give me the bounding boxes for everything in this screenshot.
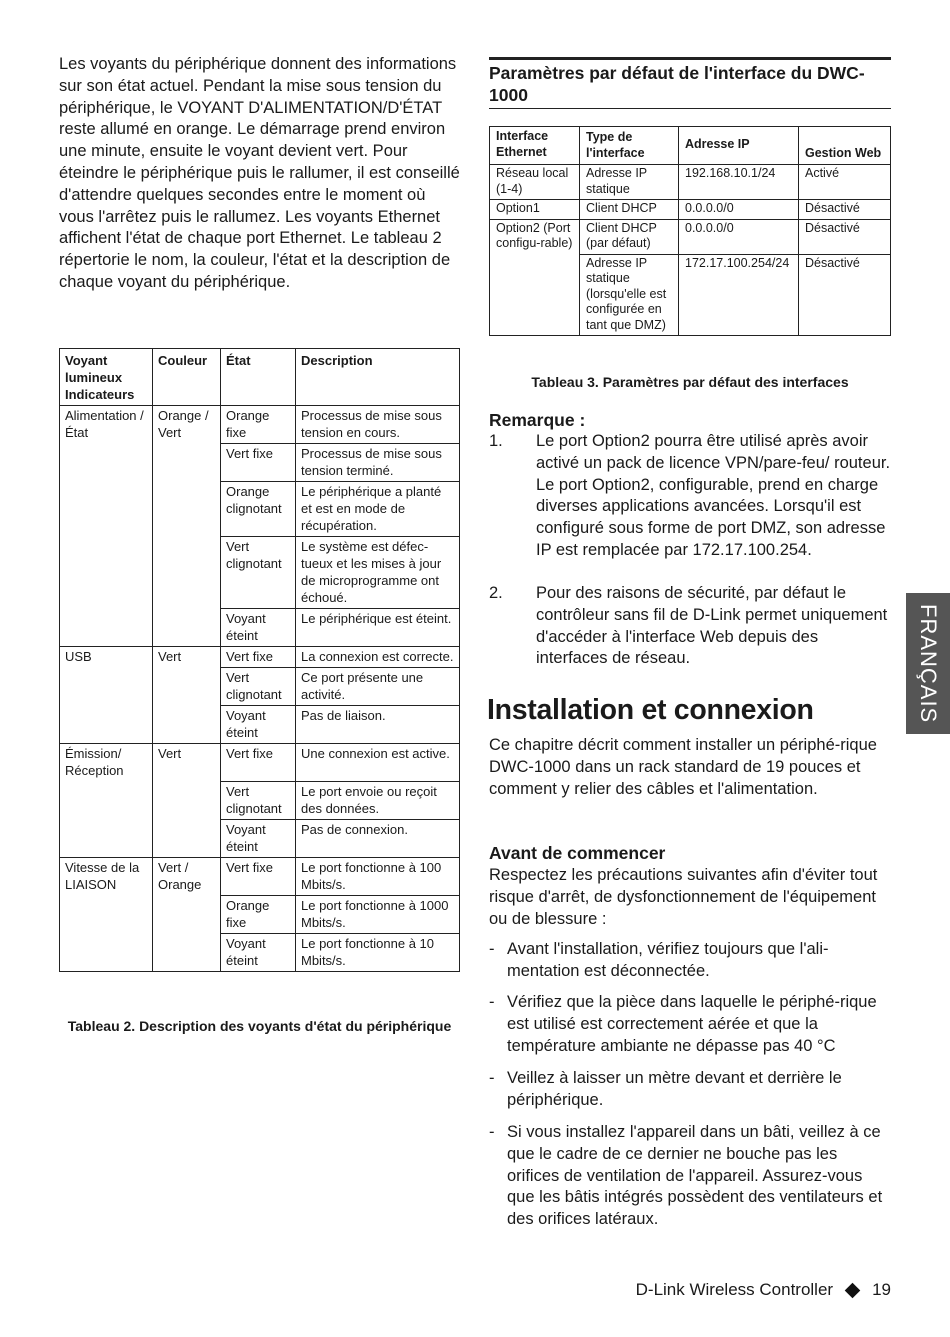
cell: Client DHCP — [580, 200, 679, 220]
cell: Le port fonctionne à 1000 Mbits/s. — [296, 895, 460, 933]
cell: Orange clignotant — [221, 482, 296, 537]
bullet-dash: - — [489, 1069, 495, 1087]
cell: Voyant éteint — [221, 819, 296, 857]
list-item — [489, 1122, 894, 1231]
cell: Le périphérique a planté et est en mode de récupération. — [296, 482, 460, 537]
cell: Le périphérique est éteint. — [296, 609, 460, 647]
cell — [153, 444, 221, 482]
intro-paragraph: Les voyants du périphérique donnent des informations sur son état actuel. Pendant la mise sous tension du périphérique, le VOYANT D'ALIMENTATION/D'ÉTAT reste allumé en orange. Le démarrage prend environ une minute, ensuite le voyant devient vert. Pour éteindre le périphérique puis le rallumer, il est conseillé d'attendre quelques secondes entre le moment où vous l'arrêtez puis le rallumez. Les voyants Ethernet affichent l'état de chaque port Ethernet. Le tableau 2 répertorie le nom, la couleur, l'état et la description de chaque voyant du périphérique. — [59, 55, 460, 291]
table3-caption: Tableau 3. Paramètres par défaut des interfaces — [531, 374, 849, 390]
remark-item — [489, 431, 894, 562]
cell — [60, 781, 153, 819]
cell: Le port fonctionne à 100 Mbits/s. — [296, 857, 460, 895]
cell: Vitesse de la LIAISON — [60, 857, 153, 895]
cell — [153, 706, 221, 744]
remark-item — [489, 583, 894, 670]
cell: Activé — [799, 165, 891, 200]
table-row — [60, 819, 460, 857]
cell: Vert clignotant — [221, 537, 296, 609]
list-item-text: Avant l'installation, vérifiez toujours que l'ali-mentation est déconnectée. — [507, 940, 829, 980]
cell — [153, 819, 221, 857]
cell: La connexion est correcte. — [296, 647, 460, 668]
table-row — [60, 444, 460, 482]
cell — [153, 482, 221, 537]
cell: Option1 — [490, 200, 580, 220]
cell: Processus de mise sous tension en cours. — [296, 406, 460, 444]
params-heading: Paramètres par défaut de l'interface du DWC-1000 — [489, 57, 891, 109]
diamond-icon — [845, 1282, 861, 1298]
led-status-table — [59, 348, 460, 972]
cell: Pas de liaison. — [296, 706, 460, 744]
cell: Le système est défec-tueux et les mises à jour de microprogramme ont échoué. — [296, 537, 460, 609]
table-row — [60, 857, 460, 895]
table-row — [490, 254, 891, 336]
cell: Vert fixe — [221, 744, 296, 782]
cell — [153, 895, 221, 933]
install-paragraph: Ce chapitre décrit comment installer un périphé-rique DWC-1000 dans un rack standard de 19 pouces et comment y relier des câbles et l'alimentation. — [489, 736, 877, 798]
header-description: Description — [296, 349, 460, 406]
cell: Une connexion est active. — [296, 744, 460, 782]
cell: Désactivé — [799, 219, 891, 254]
cell: Vert clignotant — [221, 781, 296, 819]
cell: Désactivé — [799, 200, 891, 220]
cell: Orange / Vert — [153, 406, 221, 444]
table-row — [60, 933, 460, 971]
cell: 0.0.0.0/0 — [679, 200, 799, 220]
cell — [490, 254, 580, 336]
list-item — [489, 939, 894, 983]
cell: Le port envoie ou reçoit des données. — [296, 781, 460, 819]
page-number: 19 — [872, 1280, 891, 1299]
cell: Désactivé — [799, 254, 891, 336]
cell: Vert / Orange — [153, 857, 221, 895]
table-row — [60, 781, 460, 819]
header-ip: Adresse IP — [679, 127, 799, 165]
page-footer — [636, 1280, 891, 1300]
cell — [60, 706, 153, 744]
cell: Le port fonctionne à 10 Mbits/s. — [296, 933, 460, 971]
cell: Orange fixe — [221, 895, 296, 933]
table-row — [60, 537, 460, 609]
table-row — [60, 744, 460, 782]
cell: Alimentation / État — [60, 406, 153, 444]
list-item-text: Vérifiez que la pièce dans laquelle le périphé-rique est utilisé est correctement aérée et que la température ambiante ne dépasse pas 40 °C — [507, 993, 877, 1055]
cell — [153, 537, 221, 609]
table-row — [60, 482, 460, 537]
cell: Processus de mise sous tension terminé. — [296, 444, 460, 482]
list-item-text: Veillez à laisser un mètre devant et derrière le périphérique. — [507, 1069, 842, 1109]
table-row — [490, 219, 891, 254]
cell — [153, 781, 221, 819]
table-row — [60, 647, 460, 668]
cell: Pas de connexion. — [296, 819, 460, 857]
cell: Client DHCP (par défaut) — [580, 219, 679, 254]
list-item — [489, 992, 894, 1057]
table2-caption: Tableau 2. Description des voyants d'état du périphérique — [67, 1018, 452, 1034]
cell: Adresse IP statique (lorsqu'elle est configurée en tant que DMZ) — [580, 254, 679, 336]
list-item-text: Si vous installez l'appareil dans un bâti, veillez à ce que le cadre de ce dernier ne bouche pas les orifices de ventilation de l'appareil. Assurez-vous que les bâtis intégrés possèdent des ventilateurs et des orifices latéraux. — [507, 1123, 883, 1229]
cell: Adresse IP statique — [580, 165, 679, 200]
cell: Vert fixe — [221, 857, 296, 895]
cell: Orange fixe — [221, 406, 296, 444]
cell: Voyant éteint — [221, 706, 296, 744]
cell: 172.17.100.254/24 — [679, 254, 799, 336]
table-row — [60, 406, 460, 444]
interface-defaults-table — [489, 126, 891, 336]
table-row — [60, 706, 460, 744]
table-header-row — [60, 349, 460, 406]
cell: USB — [60, 647, 153, 668]
cell — [60, 609, 153, 647]
cell: Voyant éteint — [221, 933, 296, 971]
cell: Vert fixe — [221, 444, 296, 482]
header-led: Voyant lumineux Indicateurs — [60, 349, 153, 406]
bullet-dash: - — [489, 1123, 495, 1141]
language-tab-label: FRANÇAIS — [916, 603, 941, 724]
header-type: Type de l'interface — [580, 127, 679, 165]
table-row — [490, 200, 891, 220]
cell: Réseau local (1-4) — [490, 165, 580, 200]
led-status-table-body — [60, 406, 460, 972]
cell: Ce port présente une activité. — [296, 668, 460, 706]
cell — [60, 819, 153, 857]
table-row — [60, 895, 460, 933]
cell — [153, 668, 221, 706]
cell: 0.0.0.0/0 — [679, 219, 799, 254]
cell — [60, 482, 153, 537]
cell — [153, 609, 221, 647]
install-heading: Installation et connexion — [487, 694, 814, 726]
header-interface: Interface Ethernet — [490, 127, 580, 165]
table-row — [60, 668, 460, 706]
cell: 192.168.10.1/24 — [679, 165, 799, 200]
cell: Vert clignotant — [221, 668, 296, 706]
item-number: 2. — [489, 584, 503, 602]
cell — [60, 444, 153, 482]
cell — [153, 933, 221, 971]
language-tab — [906, 593, 950, 734]
cell — [60, 668, 153, 706]
item-text: Le port Option2 pourra être utilisé après avoir activé un pack de licence VPN/pare-feu/ routeur. Le port Option2, configurable, prend en charge diverses applications avancées. Lorsqu'il est configuré sous forme de port DMZ, son adresse IP est remplacée par 172.17.100.254. — [536, 432, 891, 559]
cell: Vert fixe — [221, 647, 296, 668]
cell: Option2 (Port configu-rable) — [490, 219, 580, 254]
list-item — [489, 1068, 894, 1112]
table-row — [60, 609, 460, 647]
footer-product: D-Link Wireless Controller — [635, 1280, 834, 1299]
cell — [60, 537, 153, 609]
header-web: Gestion Web — [799, 127, 891, 165]
table-header-row — [490, 127, 891, 165]
before-title: Avant de commencer — [489, 843, 666, 863]
table-row — [490, 165, 891, 200]
remark-title: Remarque : — [489, 410, 586, 430]
cell: Voyant éteint — [221, 609, 296, 647]
item-text: Pour des raisons de sécurité, par défaut le contrôleur sans fil de D-Link permet uniquement d'accéder à l'interface Web depuis des interfaces de réseau. — [536, 584, 888, 668]
header-state: État — [221, 349, 296, 406]
cell: Vert — [153, 744, 221, 782]
before-paragraph: Respectez les précautions suivantes afin d'éviter tout risque d'arrêt, de dysfonctionnement de l'équipement ou de blessure : — [489, 866, 878, 928]
cell — [60, 895, 153, 933]
cell: Vert — [153, 647, 221, 668]
bullet-dash: - — [489, 993, 495, 1011]
item-number: 1. — [489, 432, 503, 450]
cell: Émission/ Réception — [60, 744, 153, 782]
header-color: Couleur — [153, 349, 221, 406]
cell — [60, 933, 153, 971]
bullet-dash: - — [489, 940, 495, 958]
